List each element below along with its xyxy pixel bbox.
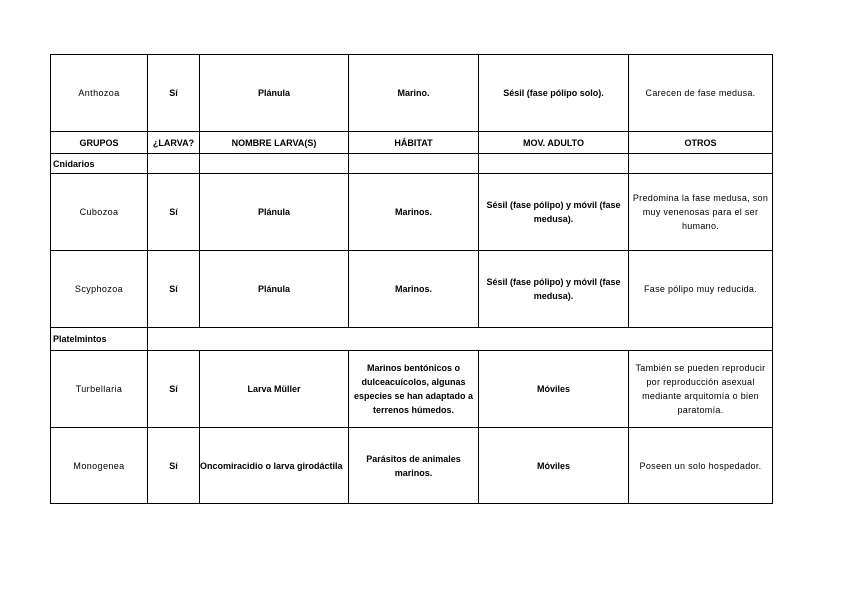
cell-group-anthozoa[interactable]: Anthozoa bbox=[51, 55, 148, 132]
row-cubozoa bbox=[51, 174, 773, 251]
section-label-cnidarios[interactable]: Cnidarios bbox=[51, 154, 148, 174]
cell-nombre-turbellaria[interactable]: Larva Müller bbox=[200, 351, 349, 428]
header-otros[interactable]: OTROS bbox=[629, 132, 773, 154]
cell-otros-monogenea[interactable]: Poseen un solo hospedador. bbox=[629, 428, 773, 504]
row-monogenea bbox=[51, 428, 773, 504]
cell-nombre-anthozoa[interactable]: Plánula bbox=[200, 55, 349, 132]
cell-group-scyphozoa[interactable]: Scyphozoa bbox=[51, 251, 148, 328]
cell-group-monogenea[interactable]: Monogenea bbox=[51, 428, 148, 504]
cell-larva-anthozoa[interactable]: Sí bbox=[148, 55, 200, 132]
cell-habitat-monogenea[interactable]: Parásitos de animales marinos. bbox=[349, 428, 479, 504]
section-label-platelmintos[interactable]: Platelmintos bbox=[51, 328, 148, 351]
cell-mov-cubozoa[interactable]: Sésil (fase pólipo) y móvil (fase medusa). bbox=[479, 174, 629, 251]
cell-larva-turbellaria[interactable]: Sí bbox=[148, 351, 200, 428]
header-larva[interactable]: ¿LARVA? bbox=[148, 132, 200, 154]
header-mov[interactable]: MOV. ADULTO bbox=[479, 132, 629, 154]
section-cell[interactable] bbox=[349, 154, 479, 174]
section-cell[interactable] bbox=[479, 328, 629, 351]
cell-group-cubozoa[interactable]: Cubozoa bbox=[51, 174, 148, 251]
section-cell[interactable] bbox=[479, 154, 629, 174]
section-cell[interactable] bbox=[148, 328, 200, 351]
section-cell[interactable] bbox=[200, 154, 349, 174]
cell-otros-anthozoa[interactable]: Carecen de fase medusa. bbox=[629, 55, 773, 132]
cell-nombre-monogenea[interactable]: Oncomiracidio o larva girodáctila bbox=[200, 428, 349, 504]
cell-larva-monogenea[interactable]: Sí bbox=[148, 428, 200, 504]
section-cell[interactable] bbox=[629, 328, 773, 351]
cell-nombre-scyphozoa[interactable]: Plánula bbox=[200, 251, 349, 328]
cell-mov-anthozoa[interactable]: Sésil (fase pólipo solo). bbox=[479, 55, 629, 132]
cell-nombre-cubozoa[interactable]: Plánula bbox=[200, 174, 349, 251]
section-cnidarios bbox=[51, 154, 773, 174]
section-platelmintos bbox=[51, 328, 773, 351]
section-cell[interactable] bbox=[200, 328, 349, 351]
section-cell[interactable] bbox=[349, 328, 479, 351]
cell-mov-scyphozoa[interactable]: Sésil (fase pólipo) y móvil (fase medusa). bbox=[479, 251, 629, 328]
cell-mov-monogenea[interactable]: Móviles bbox=[479, 428, 629, 504]
cell-otros-scyphozoa[interactable]: Fase pólipo muy reducida. bbox=[629, 251, 773, 328]
header-row bbox=[51, 132, 773, 154]
cell-group-turbellaria[interactable]: Turbellaria bbox=[51, 351, 148, 428]
cell-habitat-scyphozoa[interactable]: Marinos. bbox=[349, 251, 479, 328]
header-nombre[interactable]: NOMBRE LARVA(S) bbox=[200, 132, 349, 154]
row-scyphozoa bbox=[51, 251, 773, 328]
section-cell[interactable] bbox=[148, 154, 200, 174]
header-grupos[interactable]: GRUPOS bbox=[51, 132, 148, 154]
cell-larva-cubozoa[interactable]: Sí bbox=[148, 174, 200, 251]
biology-table bbox=[50, 54, 773, 504]
cell-habitat-turbellaria[interactable]: Marinos bentónicos o dulceacuícolos, algunas especies se han adaptado a terrenos húmedos. bbox=[349, 351, 479, 428]
cell-otros-cubozoa[interactable]: Predomina la fase medusa, son muy venenosas para el ser humano. bbox=[629, 174, 773, 251]
header-habitat[interactable]: HÁBITAT bbox=[349, 132, 479, 154]
section-cell[interactable] bbox=[629, 154, 773, 174]
cell-habitat-anthozoa[interactable]: Marino. bbox=[349, 55, 479, 132]
cell-mov-turbellaria[interactable]: Móviles bbox=[479, 351, 629, 428]
row-turbellaria bbox=[51, 351, 773, 428]
row-anthozoa bbox=[51, 55, 773, 132]
cell-larva-scyphozoa[interactable]: Sí bbox=[148, 251, 200, 328]
cell-habitat-cubozoa[interactable]: Marinos. bbox=[349, 174, 479, 251]
cell-otros-turbellaria[interactable]: También se pueden reproducir por reproducción asexual mediante arquitomía o bien paratomía. bbox=[629, 351, 773, 428]
